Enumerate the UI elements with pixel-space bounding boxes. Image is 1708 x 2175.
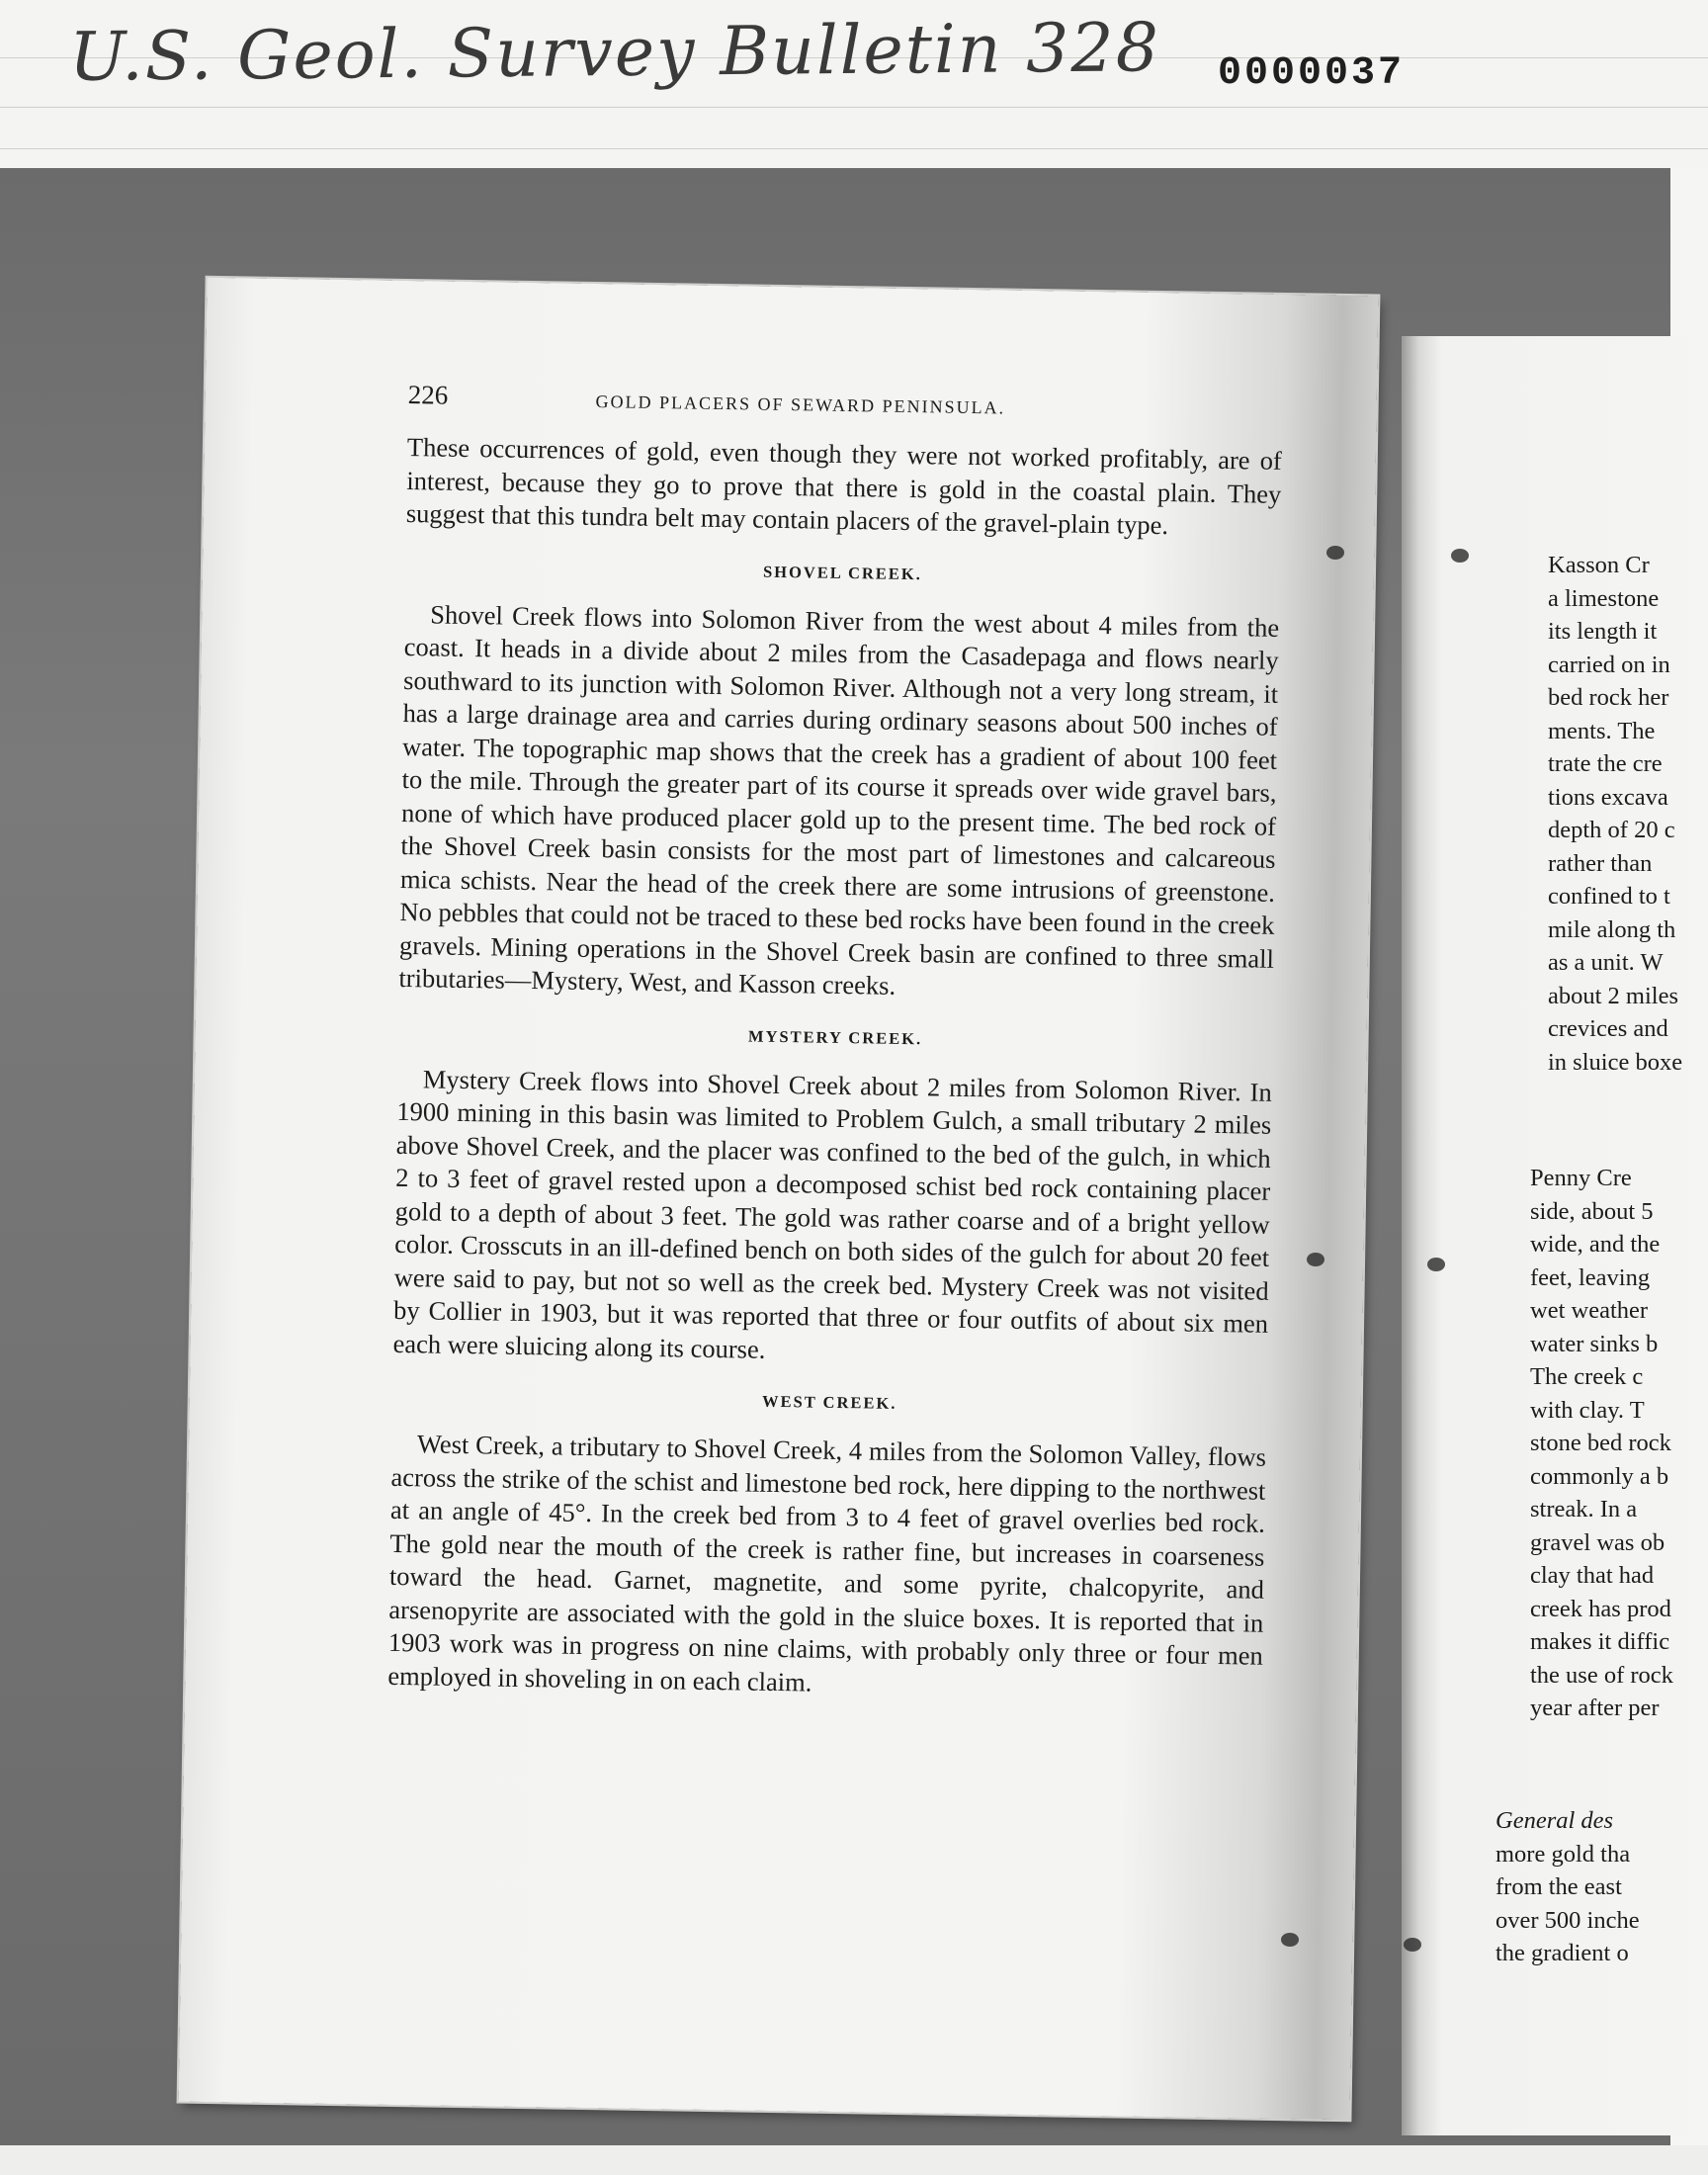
- section-paragraph-west-creek: West Creek, a tributary to Shovel Creek, 4 miles from the Solomon Valley, flows across the strike of the schist and limestone bed rock, here dipping to the northwest at an angle of 45°. In the creek bed from 3 to 4 feet of gravel overlies bed rock. The gold near the mouth of the creek is rather fine, but increases in coarseness toward the head. Garnet, magnetite, and some pyrite, chalcopyrite, and arsenopyrite are associated with the gold in the sluice boxes. It is reported that in 1903 work was in progress on nine claims, with probably only three or four men employed in shoveling in on each claim.: [387, 1429, 1267, 1697]
- binding-hole: [1307, 1253, 1324, 1266]
- facing-page-line: about 2 miles: [1548, 982, 1679, 1009]
- facing-page-line: confined to t: [1548, 883, 1670, 910]
- section-heading-west-creek: WEST CREEK.: [761, 1391, 897, 1413]
- section-heading-shovel-creek: SHOVEL CREEK.: [762, 562, 922, 583]
- scan-bottom-margin: [0, 2145, 1708, 2175]
- facing-page-line: Kasson Cr: [1548, 552, 1650, 578]
- binding-hole: [1326, 546, 1344, 560]
- page-number: 226: [407, 380, 449, 410]
- facing-page-block-2: [1530, 1162, 1673, 1725]
- facing-page-line: clay that had: [1530, 1562, 1655, 1589]
- facing-page-line: with clay. T: [1530, 1396, 1645, 1424]
- binding-hole: [1427, 1258, 1445, 1271]
- facing-page-line: feet, leaving: [1530, 1263, 1651, 1291]
- catalog-label-strip: [0, 0, 1708, 169]
- section-paragraph-mystery-creek: Mystery Creek flows into Shovel Creek about 2 miles from Solomon River. In 1900 mining in this basin was limited to Problem Gulch, a small tributary 2 miles above Shovel Creek, and the placer was confined to the bed of the gulch, in which 2 to 3 feet of gravel rested upon a decomposed schist bed rock containing placer gold to a depth of about 3 feet. The gold was rather coarse and of a bright yellow color. Crosscuts in an ill-defined bench on both sides of the gulch for about 20 feet were said to pay, but not so well as the creek bed. Mystery Creek was not visited by Collier in 1903, but it was reported that three or four outfits of about six men each were sluicing along its course.: [392, 1063, 1272, 1364]
- facing-page-line: wet weather: [1530, 1297, 1649, 1324]
- facing-page-line: General des: [1495, 1807, 1614, 1834]
- facing-page-line: bed rock her: [1548, 684, 1669, 711]
- facing-page-line: as a unit. W: [1548, 949, 1664, 976]
- facing-page-line: water sinks b: [1530, 1330, 1659, 1357]
- facing-page-line: makes it diffic: [1530, 1628, 1670, 1655]
- binding-hole: [1281, 1933, 1299, 1947]
- facing-page-line: in sluice boxe: [1548, 1048, 1683, 1076]
- book-page: [179, 278, 1379, 2120]
- facing-page-line: from the east: [1495, 1873, 1622, 1900]
- facing-page-line: streak. In a: [1530, 1496, 1638, 1522]
- facing-page-line: mile along th: [1548, 915, 1676, 943]
- facing-page-line: creek has prod: [1530, 1595, 1671, 1622]
- facing-page-line: depth of 20 c: [1548, 817, 1675, 843]
- facing-page-line: a limestone: [1548, 584, 1660, 612]
- facing-page-line: more gold tha: [1495, 1840, 1631, 1868]
- page-text-area: [387, 380, 1283, 1706]
- binding-hole: [1451, 549, 1469, 563]
- handwritten-catalog-label: U.S. Geol. Survey Bulletin 328: [68, 9, 1161, 97]
- binding-hole: [1404, 1938, 1421, 1952]
- facing-page-line: trate the cre: [1548, 750, 1663, 777]
- facing-page-line: its length it: [1548, 618, 1658, 645]
- facing-page-line: Penny Cre: [1530, 1165, 1632, 1191]
- facing-page-line: ments. The: [1548, 717, 1656, 744]
- facing-page-line: the gradient o: [1495, 1940, 1629, 1966]
- facing-page-line: wide, and the: [1530, 1231, 1661, 1258]
- facing-page-line: over 500 inche: [1495, 1906, 1640, 1934]
- facing-page-line: commonly a b: [1530, 1462, 1669, 1490]
- running-title: GOLD PLACERS OF SEWARD PENINSULA.: [595, 391, 1006, 418]
- stamped-document-number: 0000037: [1218, 51, 1406, 96]
- facing-page-line: crevices and: [1548, 1015, 1668, 1042]
- facing-page-line: stone bed rock: [1530, 1430, 1671, 1456]
- section-heading-mystery-creek: MYSTERY CREEK.: [747, 1026, 923, 1048]
- section-paragraph-shovel-creek: Shovel Creek flows into Solomon River from the west about 4 miles from the coast. It heads in a divide about 2 miles from the Casadepaga and flows nearly southward to its junction with Solomon River. Although not a very long stream, it has a large drainage area and carries during ordinary seasons about 500 inches of water. The topographic map shows that the creek has a gradient of about 100 feet to the mile. Through the greater part of its course it spreads over wide gravel bars, none of which have produced placer gold up to the present time. The bed rock of the Shovel Creek basin consists for the most part of limestones and calcareous mica schists. Near the head of the creek there are some intrusions of greenstone. No pebbles that could not be traced to these bed rocks have been found in the creek gravels. Mining operations in the Shovel Creek basin are confined to three small tributaries—Mystery, West, and Kasson creeks.: [398, 598, 1280, 1000]
- facing-page-line: tions excava: [1548, 783, 1668, 811]
- facing-page-line: carried on in: [1548, 651, 1670, 678]
- facing-page-line: side, about 5: [1530, 1197, 1654, 1225]
- facing-page-block-1: [1548, 549, 1682, 1079]
- facing-page-line: the use of rock: [1530, 1661, 1673, 1689]
- facing-page-line: year after per: [1530, 1695, 1660, 1721]
- facing-page-line: gravel was ob: [1530, 1528, 1665, 1556]
- intro-paragraph: These occurrences of gold, even though they were not worked profitably, are of interest, because they go to prove that there is gold in the coastal plain. They suggest that this tundra belt may contain placers of the gravel-plain type.: [405, 432, 1283, 541]
- facing-page-line: The creek c: [1530, 1363, 1644, 1390]
- facing-page-fragment: [1402, 336, 1688, 2135]
- facing-page-block-3: [1495, 1804, 1640, 1970]
- facing-page-line: rather than: [1548, 849, 1653, 877]
